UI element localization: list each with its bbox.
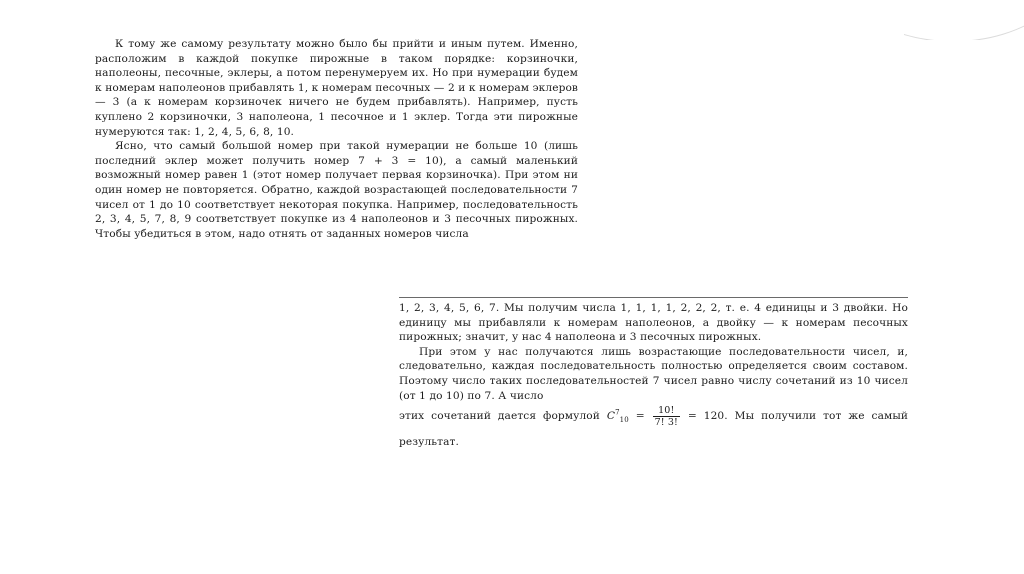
- fraction-denominator: 7! 3!: [654, 416, 678, 428]
- slide-corner-decoration: [904, 0, 1024, 40]
- paragraph-5: [399, 403, 908, 455]
- paragraph-4-text: При этом у нас получаются лишь возрастающие последовательности чисел, и, следовательно, каждая последовательность полностью определяется своим составом. Поэтому число таких последовательностей 7 чисел равно числу сочетаний из 10 чисел (от 1 до 10) по 7. А число: [399, 345, 908, 402]
- formula-lead-text: этих сочетаний дается формулой: [399, 410, 600, 423]
- formula-result: = 120.: [687, 410, 728, 423]
- formula-trailing-text: Мы получили тот же самый результат.: [399, 410, 909, 449]
- formula-equals: =: [635, 410, 645, 423]
- paragraph-2: Ясно, что самый большой номер при такой нумерации не больше 10 (лишь последний эклер может получить номер 7 + 3 = 10), а самый маленький возможный номер равен 1 (этот номер получает первая корзиночка). При этом ни один номер не повторяется. Обратно, каждой возрастающей последовательности 7 чисел от 1 до 10 соответствует некоторая покупка. Например, последовательность 2, 3, 4, 5, 7, 8, 9 соответствует покупке из 4 наполеонов и 3 песочных пирожных. Чтобы убедиться в этом, надо отнять от заданных номеров числа: [95, 140, 578, 240]
- paragraph-3: 1, 2, 3, 4, 5, 6, 7. Мы получим числа 1, 1, 1, 1, 2, 2, 2, т. е. 4 единицы и 3 двойки. Но единицу мы прибавляли к номерам наполеонов, а двойку — к номерам песочных пирожных; значит, у нас 4 наполеона и 3 песочных пирожных.: [399, 302, 908, 344]
- scan-fragment-top: [95, 37, 578, 241]
- formula-superscript: 7: [615, 408, 620, 417]
- formula-subscript: 10: [619, 416, 629, 425]
- scan-fragment-bottom: [399, 297, 908, 455]
- page-divider-rule: [399, 297, 908, 298]
- decorative-arc: [904, 0, 1024, 40]
- fraction-numerator: 10!: [653, 405, 680, 417]
- formula-symbol: C: [606, 410, 616, 423]
- combination-formula: [606, 404, 735, 428]
- paragraph-4: [399, 345, 908, 403]
- formula-fraction: [653, 405, 680, 428]
- paragraph-1: К тому же самому результату можно было бы прийти и иным путем. Именно, расположим в каждой покупке пирожные в таком порядке: корзиночки, наполеоны, песочные, эклеры, а потом перенумеруем их. Но при нумерации будем к номерам наполеонов прибавлять 1, к номерам песочных — 2 и к номерам эклеров — 3 (а к номерам корзиночек ничего не будем прибавлять). Например, пусть куплено 2 корзиночки, 3 наполеона, 1 песочное и 1 эклер. Тогда эти пирожные нумеруются так: 1, 2, 4, 5, 6, 8, 10.: [95, 38, 578, 138]
